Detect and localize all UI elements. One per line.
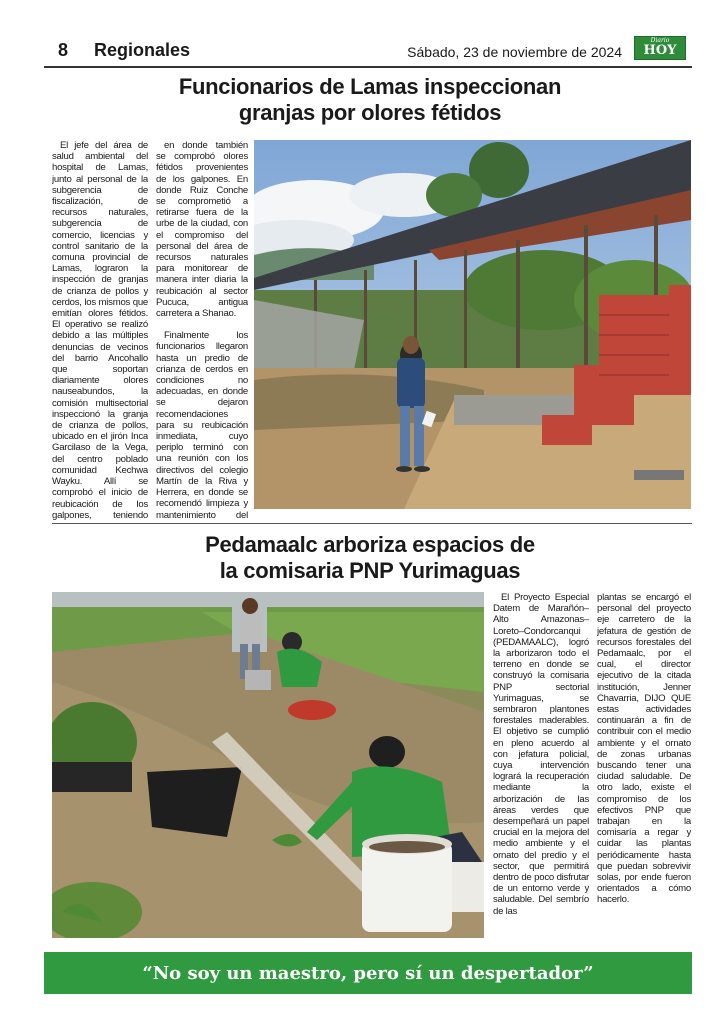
article1-headline (100, 74, 640, 126)
page-number: 8 (58, 40, 69, 60)
quote-banner (44, 952, 692, 994)
article1-photo-farm-inspection (254, 140, 691, 509)
article2-col2-text: plantas se encargó el personal del proyecto eje carretero de la jefatura de gestión de recursos forestales del Pedamaalc, por el cual, el director ejecutivo de la citada institución, Jenner Chavarria, DIJO QUE estas actividades continuarán a fin de contribuir con el medio ambiente y el ornato de zonas urbanas buscando tener una ciudad saludable. De otro lado, existe el compromiso de los efectivos PNP que trabajan en la comisaría a regar y cuidar las plantas periódicamente hasta que puedan sobrevivir solas, por ende fueron orientados a cómo hacerlo. (597, 592, 691, 906)
section-divider (52, 523, 692, 524)
article2-col1-text: El Proyecto Especial Datem de Marañón–Alto Amazonas–Loreto–Condorcanqui (PEDAMAALC), logró la arborizaron todo el terreno en donde se construyó la comisaria PNP sectorial Yurimaguas, se sembraron plantones forestales maderables. El objetivo se cumplió en pleno acuerdo al con jefatura policial, cuya intervención logrará la recuperación mediante la arborización de las áreas verdes que desempeñará un papel crucial en la mejora del medio ambiente y el ornato del predio y el sector, que permitirá dentro de poco disfrutar de un entorno verde y saludable. Del sembrío de las (493, 592, 589, 917)
article1-column2 (156, 140, 248, 520)
article2-column1 (493, 592, 589, 938)
section-title: Regionales (94, 40, 191, 60)
logo-small-text: Diario (650, 37, 670, 44)
article1-col1-text: El jefe del área de salud ambiental del hospital de Lamas, junto al personal de la subgerencia de fiscalización, de recursos naturales, subgerencia de comercio, licencias y control sanitario de la comuna provincial de Lamas, lograron la inspección de granjas de crianza de pollos y cerdos, los mismos que emitían olores fétidos. El operativo se realizó debido a las múltiples denuncias de vecinos del barrio Ancohallo que soportan diariamente olores nauseabundos, la comisión multisectorial inspeccionó la granja de crianza de pollos, ubicado en el jirón Inca Garcilaso de la Vega, del centro poblado comunidad Kechwa Wayku. Allí se comprobó el inicio de reubicación de los galpones, teniendo (52, 140, 148, 520)
header-divider (44, 66, 692, 68)
issue-date: Sábado, 23 de noviembre de 2024 (407, 44, 622, 60)
article1-headline-line2: granjas por olores fétidos (238, 100, 502, 125)
quote-text: “No soy un maestro, pero sí un despertador” (142, 962, 594, 984)
article2-headline (100, 532, 640, 584)
newspaper-logo (634, 36, 686, 60)
article1-col2-p1: en donde también se comprobó olores fétidos provenientes de los galpones. En donde Ruiz Conche se comprometió a retirarse fuera de la urbe de la ciudad, con el compromiso del personal del área de recursos naturales para monitorear de manera inter diaria la reubicación al sector Pucuca, antigua carretera a Shanao. (156, 140, 248, 320)
article2-headline-line1: Pedamaalc arboriza espacios de (205, 532, 535, 557)
logo-big-text: HOY (643, 43, 677, 58)
page-header (44, 32, 688, 68)
article2-column2 (597, 592, 691, 938)
article1-column1 (52, 140, 148, 520)
article1-col2-p2: Finalmente los funcionarios llegaron hasta un predio de crianza de cerdos en condiciones no adecuadas, en donde se dejaron recomendaciones para su reubicación inmediata, cuyo periplo terminó con una reunión con los directivos del colegio Martín de la Riva y Herrera, en donde se recomendó limpieza y mantenimiento del (156, 330, 248, 520)
article2-photo-tree-planting (52, 592, 484, 938)
article1-headline-line1: Funcionarios de Lamas inspeccionan (178, 74, 562, 99)
article2-headline-line2: la comisaria PNP Yurimaguas (219, 558, 521, 583)
